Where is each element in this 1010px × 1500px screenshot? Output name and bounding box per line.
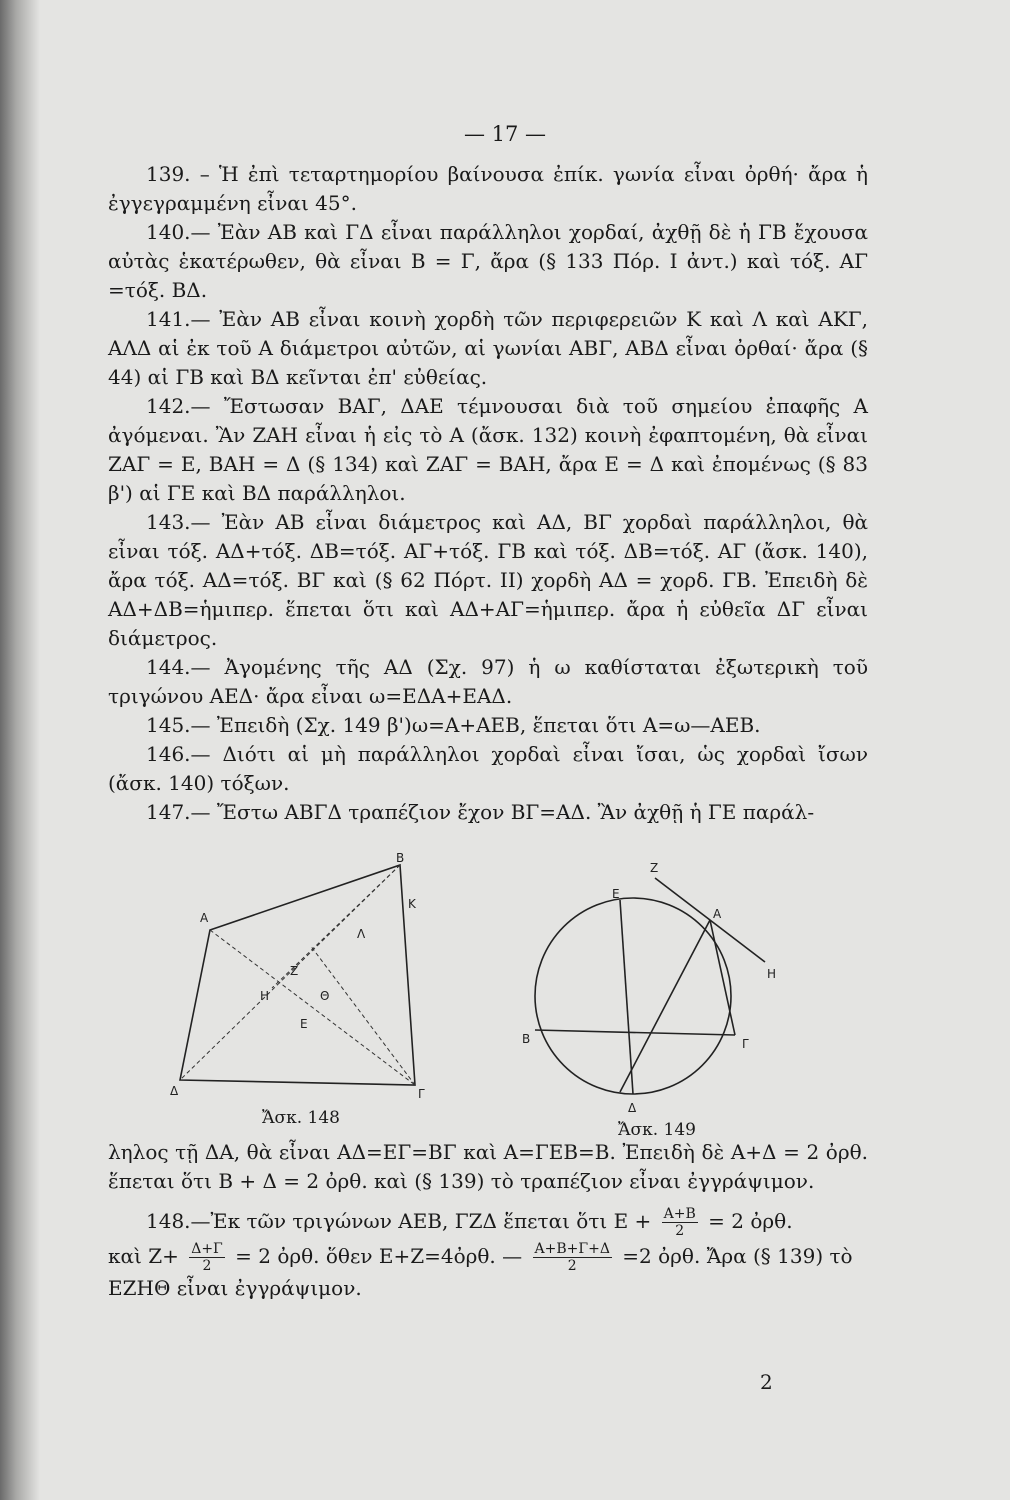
label-K: Κ xyxy=(408,897,416,911)
paragraph-145: 145.— Ἐπειδὴ (Σχ. 149 β')ω=Α+ΑΕΒ, ἕπεται ὅτι Α=ω—ΑΕΒ. xyxy=(146,713,761,737)
paragraph-146: 146.— Διότι αἱ μὴ παράλληλοι χορδαὶ εἶναι ἴσαι, ὡς χορδαὶ ἴσων (ἄσκ. 140) τόξων. xyxy=(108,742,868,795)
paragraph-139: 139. – Ἡ ἐπὶ τεταρτημορίου βαίνουσα ἐπίκ. γωνία εἶναι ὀρθή· ἄρα ἡ ἐγγεγραμμένη εἶναι 45°. xyxy=(108,162,868,215)
paragraph-140: 140.— Ἐὰν ΑΒ καὶ ΓΔ εἶναι παράλληλοι χορδαί, ἀχθῇ δὲ ἡ ΓΒ ἔχουσα αὐτὰς ἑκατέρωθεν, θὰ εἶναι Β = Γ, ἄρα (§ 133 Πόρ. Ι ἀντ.) καὶ τόξ. ΑΓ =τόξ. ΒΔ. xyxy=(108,220,868,302)
label-H: Η xyxy=(260,989,270,1003)
fraction-d-plus-g: $\frac{\Delta+\Gamma}{2}$ xyxy=(191,1241,223,1274)
label-G-149: Γ xyxy=(742,1037,749,1051)
label-Th: Θ xyxy=(320,989,330,1003)
label-A: Α xyxy=(200,911,209,925)
figure-148-diagram xyxy=(150,850,870,1140)
continuation-text xyxy=(108,1138,868,1303)
binding-shadow xyxy=(0,0,40,1500)
p148-part-a: 148.—Ἐκ τῶν τριγώνων ΑΕΒ, ΓΖΔ ἕπεται ὅτι Ε + xyxy=(146,1209,652,1233)
p148-part-e: =2 ὀρθ. Ἄρα (§ 139) τὸ ΕΖΗΘ εἶναι ἐγγράψιμον. xyxy=(108,1244,853,1300)
label-B: Β xyxy=(396,851,405,865)
label-E-149: Ε xyxy=(612,887,620,901)
solutions-text xyxy=(108,160,868,827)
page-header: — 17 — xyxy=(463,122,547,146)
figure-148-caption: Ἄσκ. 148 xyxy=(262,1108,340,1128)
label-E: Ε xyxy=(300,1017,308,1031)
paragraph-147-end: ληλος τῇ ΔΑ, θὰ εἶναι ΑΔ=ΕΓ=ΒΓ καὶ Α=ΓΕΒ=Β. Ἐπειδὴ δὲ Α+Δ = 2 ὀρθ. ἕπεται ὅτι Β + Δ = 2 ὀρθ. καὶ (§ 139) τὸ τραπέζιον εἶναι ἐγγράψιμον. xyxy=(108,1140,868,1193)
paragraph-141: 141.— Ἐὰν ΑΒ εἶναι κοινὴ χορδὴ τῶν περιφερειῶν Κ καὶ Λ καὶ ΑΚΓ, ΑΛΔ αἱ ἐκ τοῦ Α διάμετροι αὐτῶν, αἱ γωνίαι ΑΒΓ, ΑΒΔ εἶναι ὀρθαί· ἄρα (§ 44) αἱ ΓΒ καὶ ΒΔ κεῖνται ἐπ' εὐθείας. xyxy=(108,307,868,389)
p148-part-d: = 2 ὀρθ. ὅθεν Ε+Ζ=4ὀρθ. — xyxy=(235,1244,523,1268)
paragraph-143: 143.— Ἐὰν ΑΒ εἶναι διάμετρος καὶ ΑΔ, ΒΓ χορδαὶ παράλληλοι, θὰ εἶναι τόξ. ΑΔ+τόξ. ΔΒ=τόξ. ΑΓ+τόξ. ΓΒ καὶ τόξ. ΔΒ=τόξ. ΑΓ (ἄσκ. 140), ἄρα τόξ. ΑΔ=τόξ. ΒΓ καὶ (§ 62 Πόρτ. ΙΙ) χορδὴ ΑΔ = χορδ. ΓΒ. Ἐπειδὴ δὲ ΑΔ+ΔΒ=ἡμιπερ. ἕπεται ὅτι καὶ ΑΔ+ΑΓ=ἡμιπερ. ἄρα ἡ εὐθεῖα ΔΓ εἶναι διάμετρος. xyxy=(108,510,868,650)
label-H-149: Η xyxy=(767,967,777,981)
signature-mark: 2 xyxy=(760,1370,773,1394)
fraction-sum-angles: $\frac{A+B+\Gamma+\Delta}{2}$ xyxy=(534,1241,610,1274)
label-Z: Ζ xyxy=(290,964,299,978)
label-Z-149: Ζ xyxy=(650,861,659,875)
p148-part-c: καὶ Ζ+ xyxy=(108,1244,179,1268)
paragraph-148-cont xyxy=(108,1241,868,1303)
label-D-149: Δ xyxy=(628,1101,637,1115)
figure-149-caption: Ἄσκ. 149 xyxy=(618,1120,696,1140)
p148-part-b: = 2 ὀρθ. xyxy=(708,1209,793,1233)
label-B-149: Β xyxy=(522,1032,531,1046)
paragraph-144: 144.— Ἀγομένης τῆς ΑΔ (Σχ. 97) ἡ ω καθίσταται ἐξωτερικὴ τοῦ τριγώνου ΑΕΔ· ἄρα εἶναι ω=ΕΔΑ+ΕΑΔ. xyxy=(108,655,868,708)
paragraph-147-start: 147.— Ἔστω ΑΒΓΔ τραπέζιον ἔχον ΒΓ=ΑΔ. Ἂν ἀχθῇ ἡ ΓΕ παράλ- xyxy=(146,800,815,824)
paragraph-148 xyxy=(108,1206,868,1239)
paragraph-142: 142.— Ἔστωσαν ΒΑΓ, ΔΑΕ τέμνουσαι διὰ τοῦ σημείου ἐπαφῆς Α ἀγόμεναι. Ἂν ΖΑΗ εἶναι ἡ εἰς τὸ Α (ἄσκ. 132) κοινὴ ἐφαπτομένη, θὰ εἶναι ΖΑΓ = Ε, ΒΑΗ = Δ (§ 134) καὶ ΖΑΓ = ΒΑΗ, ἄρα Ε = Δ καὶ ἐπομένως (§ 83 β') αἱ ΓΕ καὶ ΒΔ παράλληλοι. xyxy=(108,394,868,505)
label-G: Γ xyxy=(418,1087,425,1101)
label-D: Δ xyxy=(170,1084,179,1098)
fraction-a-plus-b: $\frac{A+B}{2}$ xyxy=(663,1206,696,1239)
label-A-149: Α xyxy=(713,907,722,921)
label-L: Λ xyxy=(357,927,366,941)
figures-area xyxy=(150,850,870,1140)
